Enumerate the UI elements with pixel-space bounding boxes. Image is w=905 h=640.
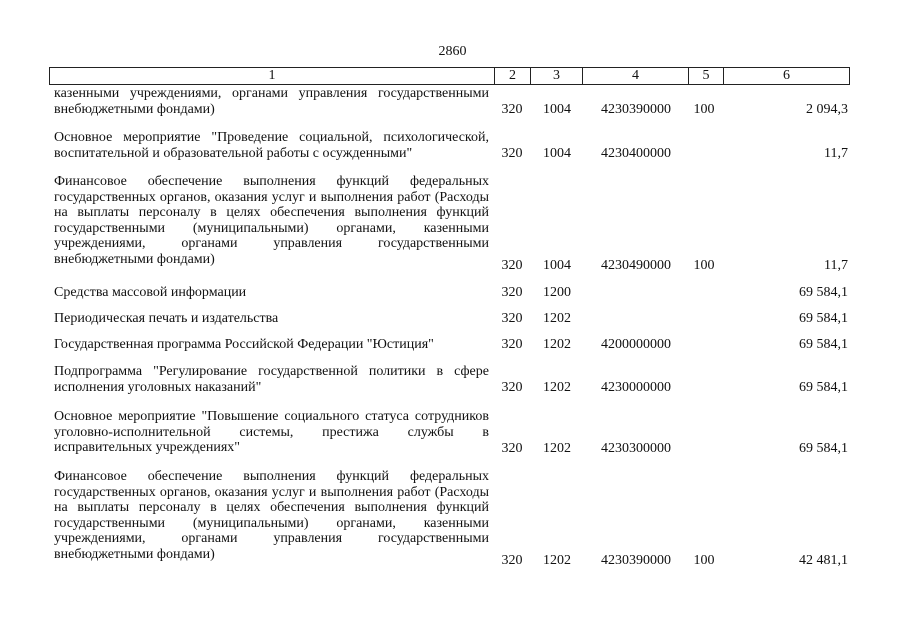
column-header-1: 1 [49, 67, 494, 85]
cell-col-3: 1004 [543, 146, 571, 161]
row-description: Государственная программа Российской Федерации "Юстиция" [54, 337, 434, 352]
cell-col-3: 1004 [543, 258, 571, 273]
cell-col-6: 2 094,3 [806, 102, 848, 117]
cell-col-3: 1202 [543, 380, 571, 395]
cell-col-2: 320 [501, 258, 523, 273]
cell-col-4: 4200000000 [601, 337, 671, 352]
column-header-6: 6 [723, 67, 850, 85]
cell-col-6: 11,7 [824, 258, 848, 273]
row-description: Основное мероприятие "Повышение социального статуса сотрудников уголовно-исполнительной системы, престижа службы в исправительных учреждениях" [54, 409, 489, 455]
column-header-2: 2 [494, 67, 530, 85]
cell-col-6: 42 481,1 [799, 553, 848, 568]
cell-col-6: 11,7 [824, 146, 848, 161]
cell-col-4: 4230490000 [601, 258, 671, 273]
page-number: 2860 [438, 44, 467, 59]
row-description: Периодическая печать и издательства [54, 311, 279, 326]
cell-col-2: 320 [501, 337, 523, 352]
row-description: Средства массовой информации [54, 285, 247, 300]
cell-col-2: 320 [501, 285, 523, 300]
cell-col-3: 1004 [543, 102, 571, 117]
cell-col-4: 4230300000 [601, 441, 671, 456]
cell-col-2: 320 [501, 441, 523, 456]
cell-col-6: 69 584,1 [799, 311, 848, 326]
cell-col-4: 4230400000 [601, 146, 671, 161]
cell-col-3: 1202 [543, 311, 571, 326]
cell-col-2: 320 [501, 553, 523, 568]
cell-col-6: 69 584,1 [799, 285, 848, 300]
cell-col-4: 4230390000 [601, 102, 671, 117]
cell-col-4: 4230000000 [601, 380, 671, 395]
column-header-5: 5 [688, 67, 723, 85]
row-description: Основное мероприятие "Проведение социальной, психологической, воспитательной и образовательной работы с осужденными" [54, 130, 489, 161]
cell-col-2: 320 [501, 380, 523, 395]
cell-col-6: 69 584,1 [799, 441, 848, 456]
row-description: Подпрограмма "Регулирование государственной политики в сфере исполнения уголовных наказаний" [54, 364, 489, 395]
table-header [49, 67, 850, 84]
cell-col-5: 100 [693, 258, 715, 273]
row-description: Финансовое обеспечение выполнения функций федеральных государственных органов, оказания услуг и выполнения работ (Расходы на выплаты персоналу в целях обеспечения выполнения функций государственными (муниципальными) органами, казенными учреждениями, органами управления государственными внебюджетными фондами) [54, 469, 489, 562]
column-header-3: 3 [530, 67, 582, 85]
cell-col-4: 4230390000 [601, 553, 671, 568]
cell-col-5: 100 [693, 102, 715, 117]
cell-col-2: 320 [501, 146, 523, 161]
cell-col-3: 1200 [543, 285, 571, 300]
cell-col-3: 1202 [543, 337, 571, 352]
row-description: Финансовое обеспечение выполнения функций федеральных государственных органов, оказания услуг и выполнения работ (Расходы на выплаты персоналу в целях обеспечения выполнения функций государственными (муниципальными) органами, казенными учреждениями, органами управления государственными внебюджетными фондами) [54, 174, 489, 267]
cell-col-3: 1202 [543, 553, 571, 568]
cell-col-3: 1202 [543, 441, 571, 456]
row-description: казенными учреждениями, органами управления государственными внебюджетными фондами) [54, 86, 489, 117]
cell-col-6: 69 584,1 [799, 337, 848, 352]
cell-col-5: 100 [693, 553, 715, 568]
column-header-4: 4 [582, 67, 688, 85]
cell-col-2: 320 [501, 311, 523, 326]
cell-col-2: 320 [501, 102, 523, 117]
cell-col-6: 69 584,1 [799, 380, 848, 395]
